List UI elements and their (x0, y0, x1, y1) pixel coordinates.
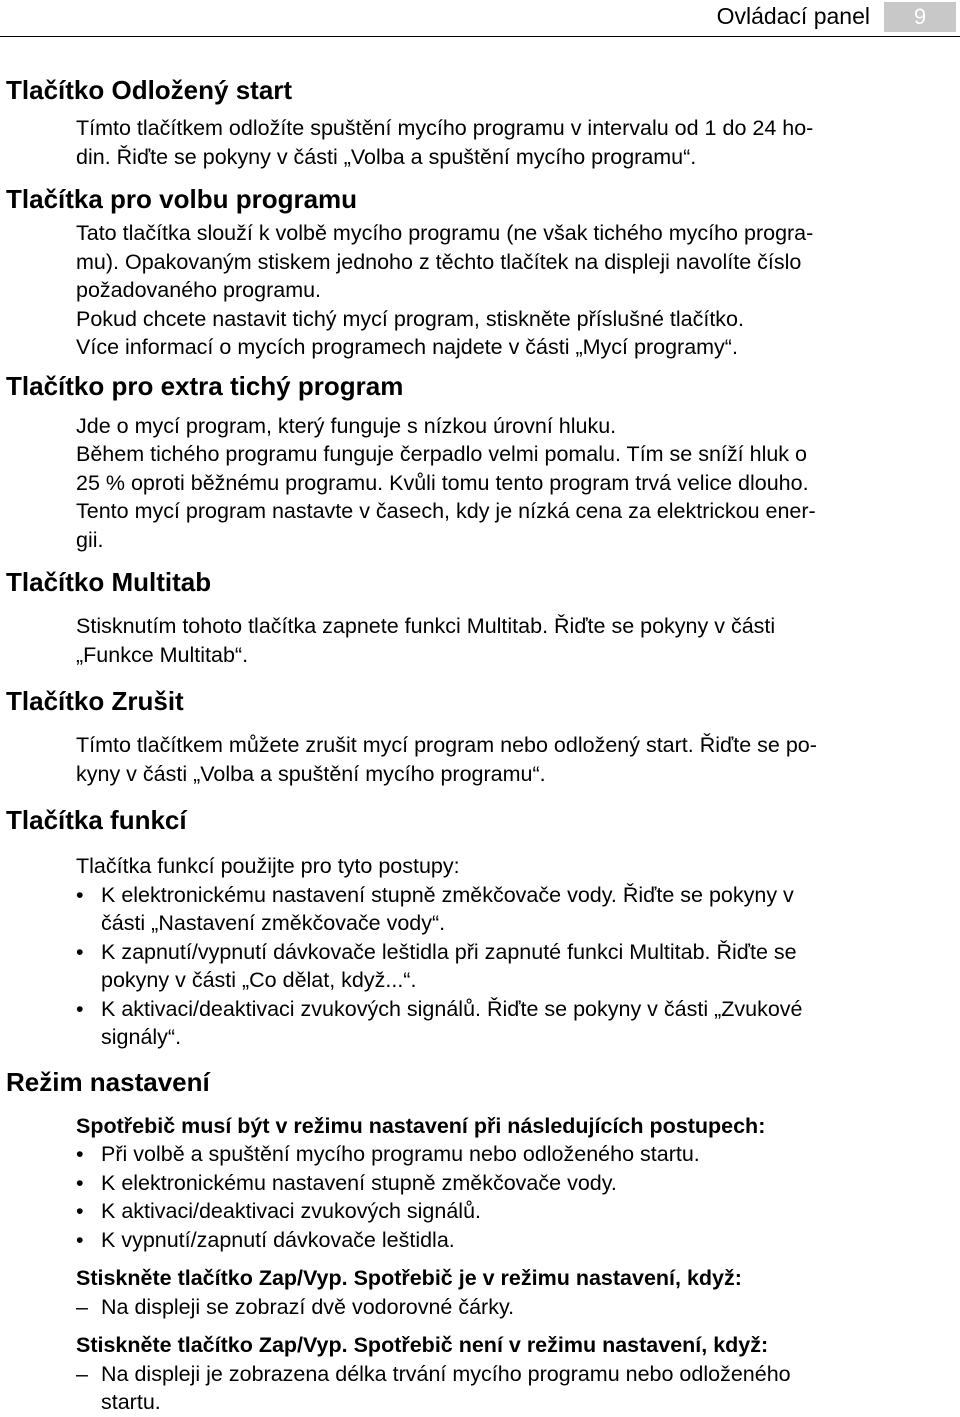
section-heading: Režim nastavení (6, 1066, 210, 1097)
text-line: Tento mycí program nastavte v časech, kdy je nízká cena za elektrickou ener- (76, 499, 816, 523)
list-item-line: K aktivaci/deaktivaci zvukových signálů. Řiďte se pokyny v části „Zvukové (101, 996, 803, 1021)
text-line: Více informací o mycích programech najdete v části „Mycí programy“. (76, 335, 738, 359)
section-setting-mode (0, 1062, 960, 1417)
section-heading: Tlačítko Odložený start (6, 75, 293, 105)
text-line: kyny v části „Volba a spuštění mycího programu“. (76, 761, 546, 786)
section-heading: Tlačítko Multitab (6, 567, 212, 597)
section-multitab (0, 562, 960, 669)
bullet-list (76, 881, 936, 1052)
text-line: Stisknutím tohoto tlačítka zapnete funkci Multitab. Řiďte se pokyny v části (76, 614, 776, 638)
list-item-line: K vypnutí/zapnutí dávkovače leštidla. (101, 1227, 455, 1252)
text-line: 25 % oproti běžnému programu. Kvůli tomu tento program trvá velice dlouho. (76, 470, 809, 495)
section-heading: Tlačítka funkcí (6, 805, 187, 835)
dash-icon: – (76, 1294, 88, 1319)
list-item-line: startu. (101, 1390, 161, 1414)
list-item (76, 995, 936, 1052)
text-line: Tímto tlačítkem můžete zrušit mycí program nebo odložený start. Řiďte se po- (76, 733, 817, 757)
list-item (76, 881, 936, 938)
text-line: požadovaného programu. (76, 278, 322, 302)
bullet-icon: • (76, 1199, 84, 1223)
bullet-icon: • (76, 1142, 84, 1166)
bold-note: Stiskněte tlačítko Zap/Vyp. Spotřebič je v režimu nastavení, když: (76, 1266, 742, 1290)
section-heading: Tlačítko Zrušit (6, 686, 184, 716)
bold-note: Stiskněte tlačítko Zap/Vyp. Spotřebič není v režimu nastavení, když: (76, 1333, 769, 1357)
text-line: Tato tlačítka slouží k volbě mycího programu (ne však tichého mycího progra- (76, 221, 814, 245)
text-line: Jde o mycí program, který funguje s nízkou úrovní hluku. (76, 413, 617, 438)
bullet-icon: • (76, 1170, 84, 1195)
text-line: Tímto tlačítkem odložíte spuštění mycího programu v intervalu od 1 do 24 ho- (76, 116, 814, 140)
list-item-line: K elektronickému nastavení stupně změkčovače vody. (101, 1170, 617, 1195)
text-line: gii. (76, 527, 104, 552)
list-item (76, 1197, 936, 1226)
list-item-line: pokyny v části „Co dělat, když...“. (101, 968, 417, 992)
dash-list (76, 1293, 936, 1322)
list-item (76, 1169, 936, 1198)
section-delayed-start (0, 70, 960, 171)
section-heading: Tlačítko pro extra tichý program (6, 370, 404, 401)
text-line: Během tichého programu funguje čerpadlo velmi pomalu. Tím se sníží hluk o (76, 442, 807, 466)
list-item-line: signály“. (101, 1025, 182, 1049)
document-body (0, 70, 960, 1417)
bold-intro: Spotřebič musí být v režimu nastavení při následujících postupech: (76, 1113, 766, 1138)
section-function-buttons (0, 800, 960, 1052)
bullet-list (76, 1140, 936, 1254)
section-extra-quiet (0, 366, 960, 555)
list-item-line: části „Nastavení změkčovače vody“. (101, 911, 446, 935)
intro-text: Tlačítka funkcí použijte pro tyto postupy: (76, 854, 460, 878)
header-title: Ovládací panel (716, 3, 870, 29)
list-item-line: Na displeji je zobrazena délka trvání mycího programu nebo odloženého (101, 1361, 791, 1386)
text-line: din. Řiďte se pokyny v části „Volba a spuštění mycího programu“. (76, 144, 697, 169)
page-header (0, 0, 960, 40)
list-item-line: K elektronickému nastavení stupně změkčovače vody. Řiďte se pokyny v (101, 882, 794, 907)
section-cancel (0, 681, 960, 788)
bullet-icon: • (76, 1227, 84, 1252)
list-item (76, 1293, 936, 1322)
bullet-icon: • (76, 996, 84, 1021)
bullet-icon: • (76, 882, 84, 907)
list-item (76, 1226, 936, 1255)
page-number: 9 (884, 2, 956, 32)
list-item-line: K zapnutí/vypnutí dávkovače leštidla při zapnuté funkci Multitab. Řiďte se (101, 939, 797, 964)
list-item (76, 938, 936, 995)
list-item (76, 1140, 936, 1169)
header-divider (0, 36, 960, 37)
section-heading: Tlačítka pro volbu programu (6, 184, 358, 214)
section-program-buttons (0, 179, 960, 362)
text-line: mu). Opakovaným stiskem jednoho z těchto tlačítek na displeji navolíte číslo (76, 249, 802, 274)
text-line: „Funkce Multitab“. (76, 642, 249, 667)
list-item-line: K aktivaci/deaktivaci zvukových signálů. (101, 1199, 482, 1223)
list-item-line: Při volbě a spuštění mycího programu nebo odloženého startu. (101, 1142, 700, 1166)
dash-icon: – (76, 1361, 88, 1386)
bullet-icon: • (76, 939, 84, 964)
list-item-line: Na displeji se zobrazí dvě vodorovné čárky. (101, 1294, 515, 1319)
text-line: Pokud chcete nastavit tichý mycí program, stiskněte příslušné tlačítko. (76, 306, 744, 331)
